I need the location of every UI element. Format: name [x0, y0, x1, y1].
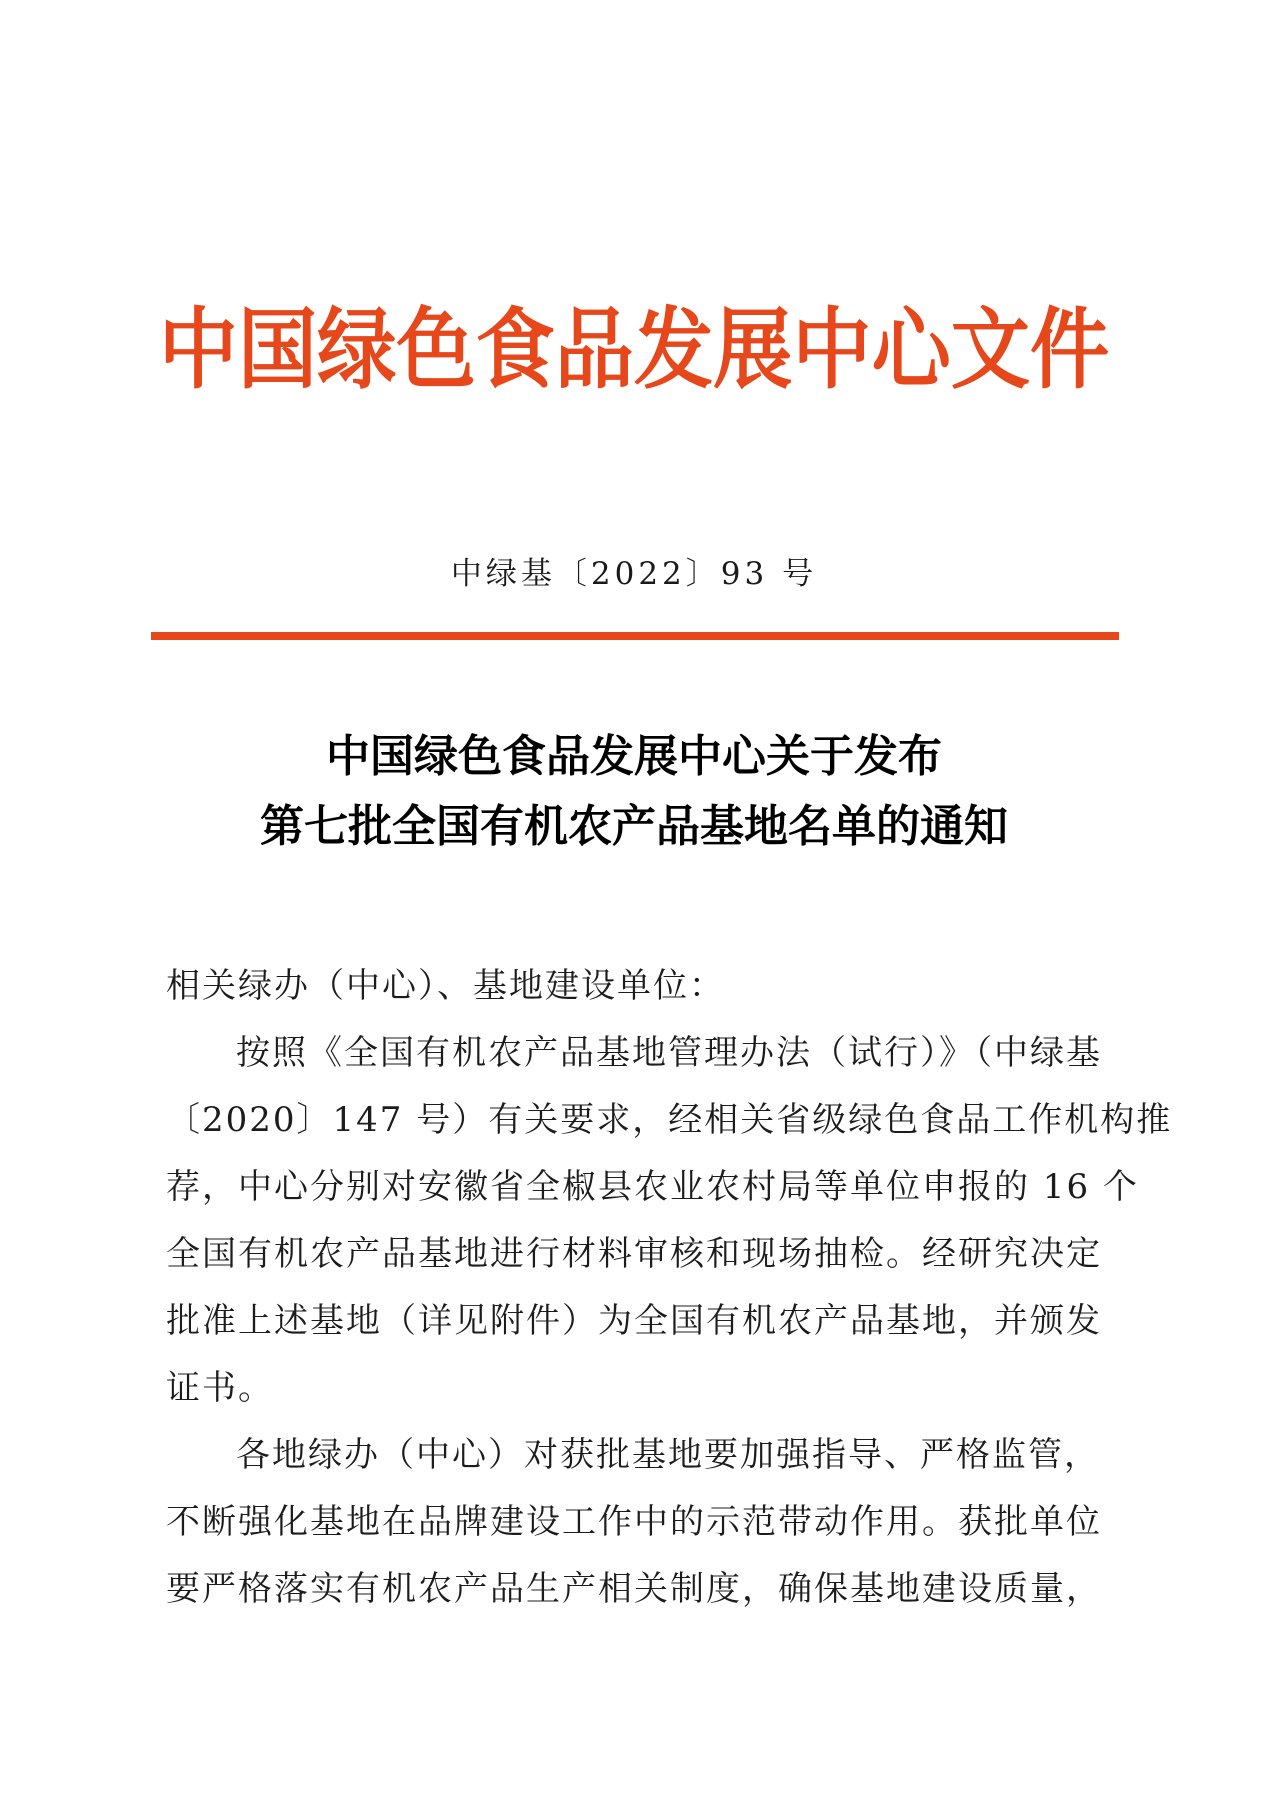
document-reference-number: 中绿基〔2022〕93 号: [450, 556, 818, 592]
notice-title-line2: 第七批全国有机农产品基地名单的通知: [260, 801, 1008, 852]
notice-title-line1: 中国绿色食品发展中心关于发布: [326, 731, 942, 782]
document-body: [166, 953, 1173, 1623]
paragraph2-line3: 要严格落实有机农产品生产相关制度，确保基地建设质量，: [166, 1569, 1102, 1609]
paragraph1-line2: 〔2020〕147 号）有关要求，经相关省级绿色食品工作机构推: [166, 1100, 1173, 1140]
paragraph2-line1: 各地绿办（中心）对获批基地要加强指导、严格监管，: [236, 1435, 1100, 1475]
notice-title-block: [0, 722, 1268, 862]
paragraph1-line5: 批准上述基地（详见附件）为全国有机农产品基地，并颁发: [166, 1301, 1102, 1341]
salutation-line: 相关绿办（中心）、基地建设单位：: [166, 966, 725, 1006]
paragraph1-line6: 证书。: [166, 1368, 274, 1408]
paragraph1-line4: 全国有机农产品基地进行材料审核和现场抽检。经研究决定: [166, 1234, 1102, 1274]
paragraph1-line1: 按照《全国有机农产品基地管理办法（试行）》（中绿基: [236, 1033, 1102, 1073]
red-divider-line: [151, 632, 1119, 640]
document-masthead-title: 中国绿色食品发展中心文件: [158, 297, 1110, 401]
paragraph2-line2: 不断强化基地在品牌建设工作中的示范带动作用。获批单位: [166, 1502, 1102, 1542]
paragraph1-line3: 荐，中心分别对安徽省全椒县农业农村局等单位申报的 16 个: [166, 1167, 1139, 1207]
